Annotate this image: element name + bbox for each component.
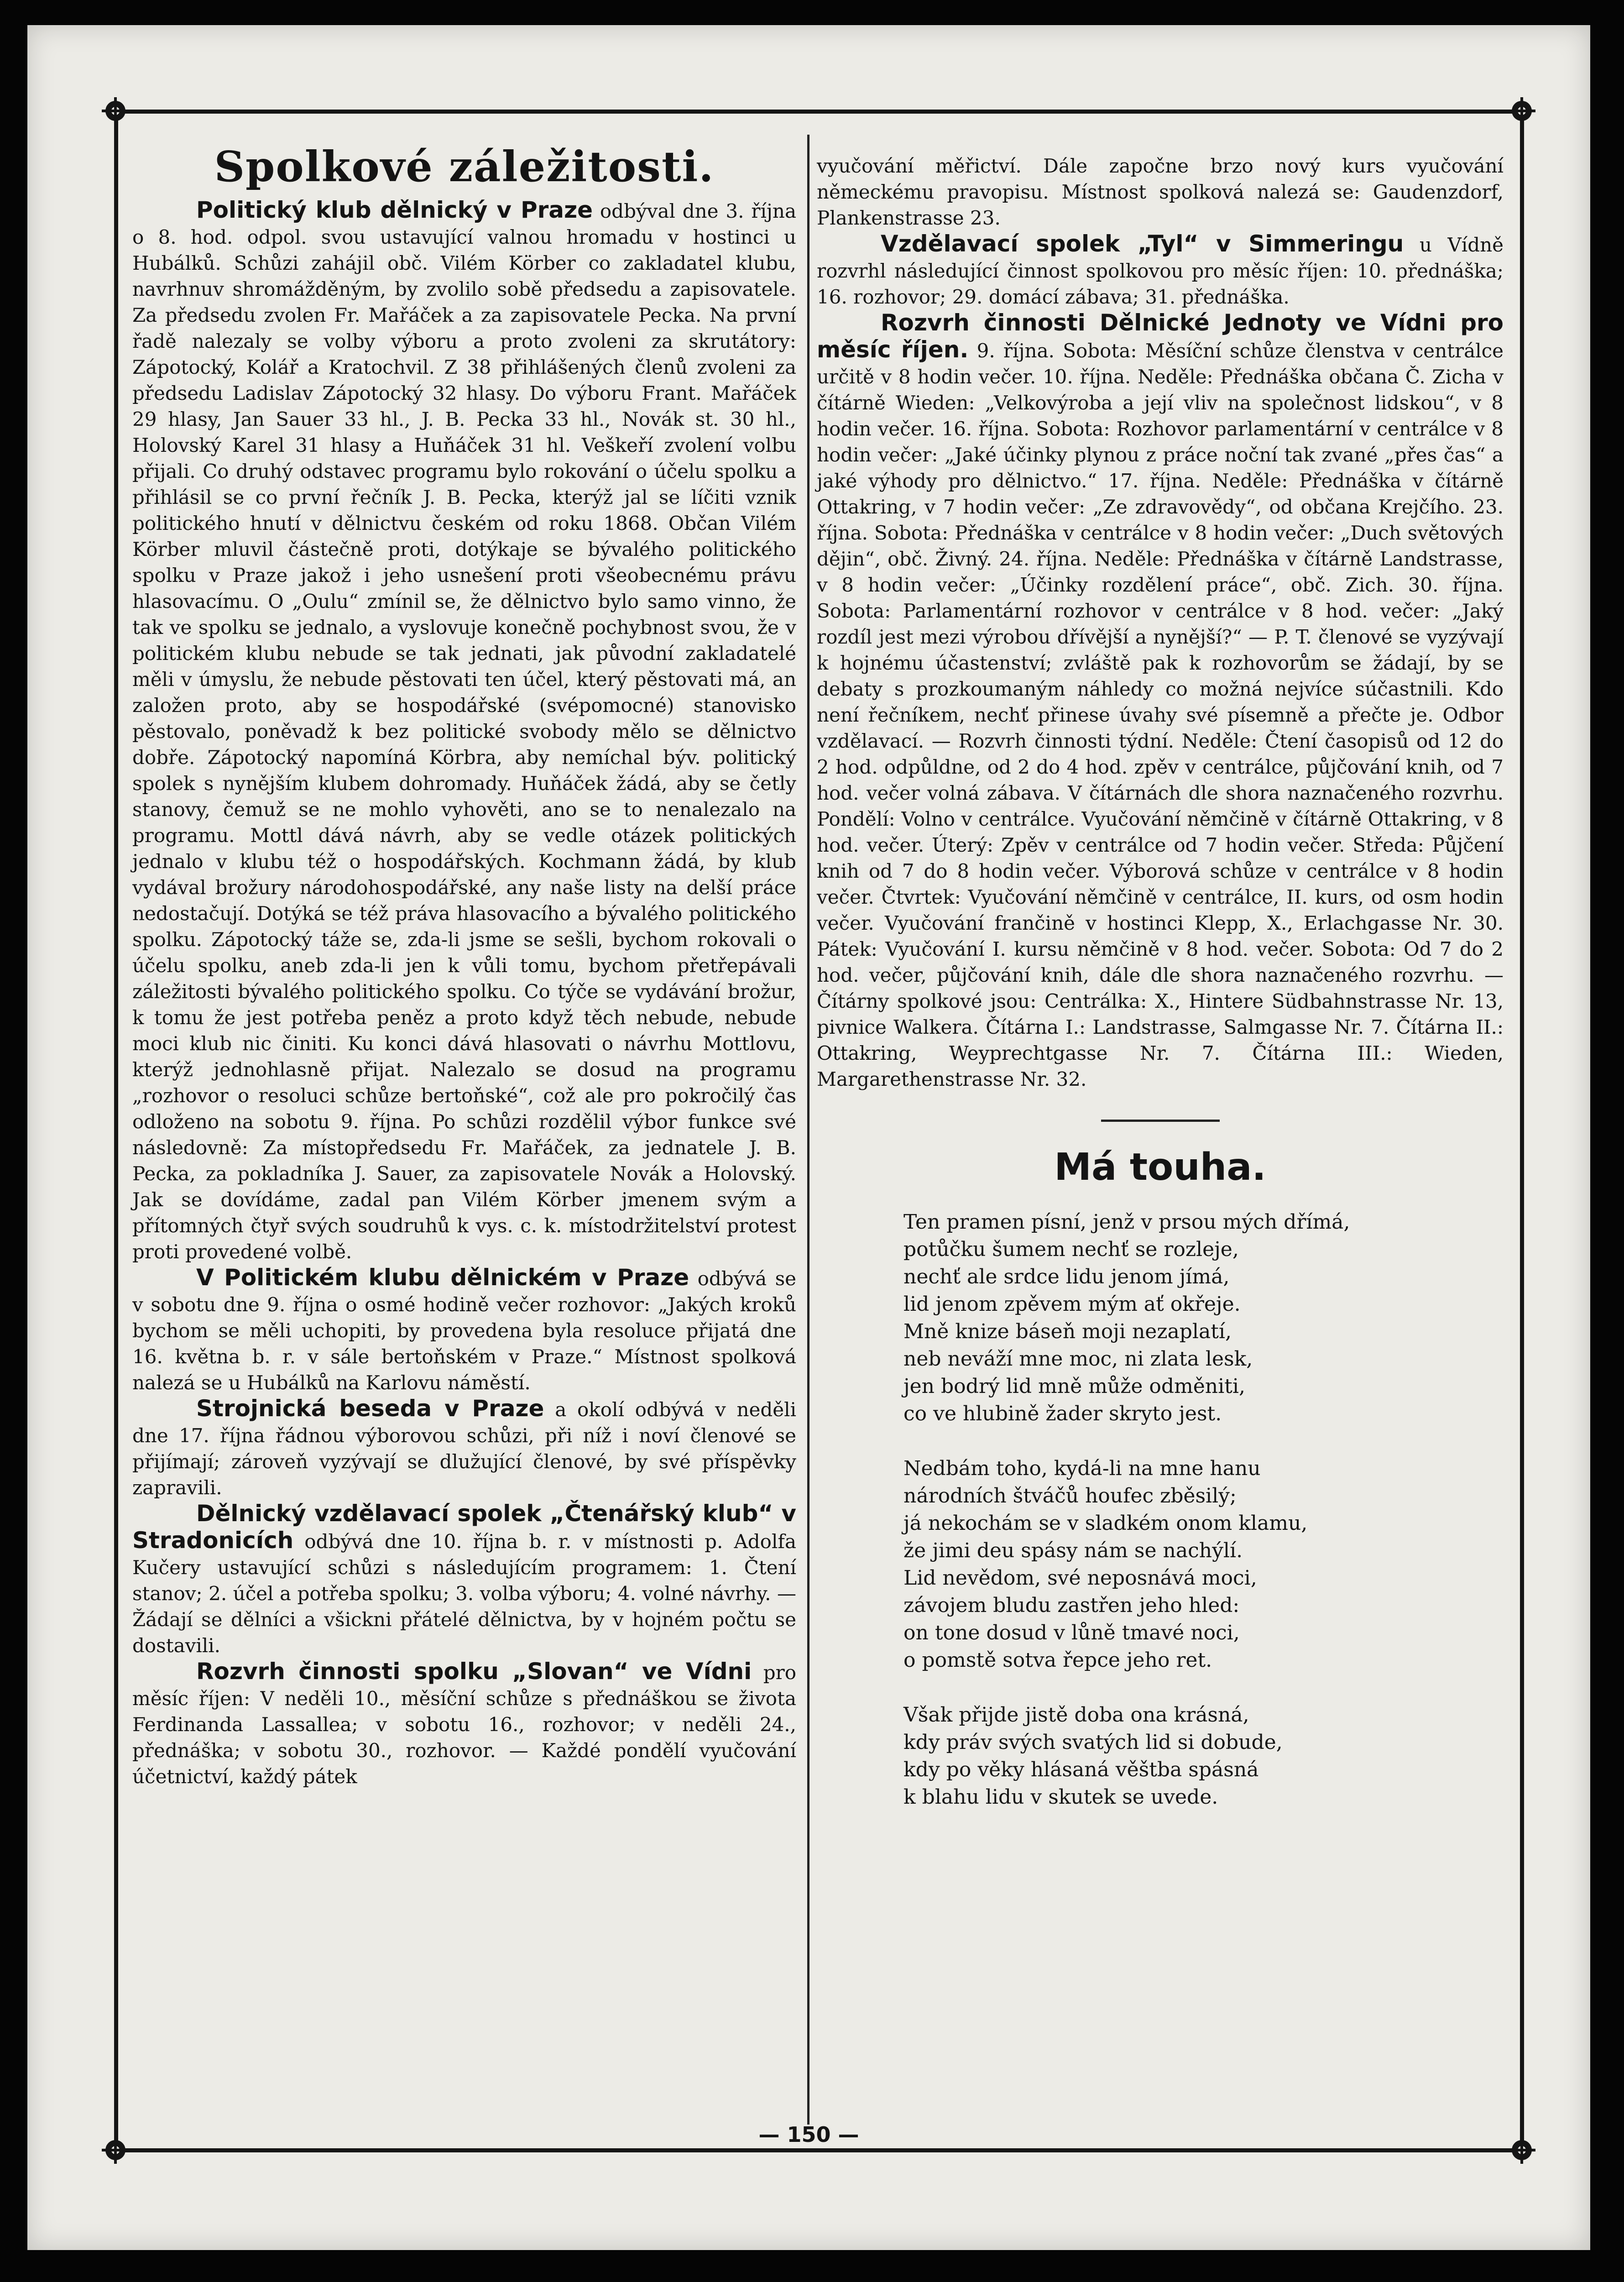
corner-ornament-icon <box>1506 95 1538 127</box>
right-column <box>817 153 1504 1838</box>
article-text: 9. října. Sobota: Měsíční schůze členstva v centrálce určitě v 8 hodin večer. 10. října. Neděle: Přednáška občana Č. Zicha v čítárně Wieden: „Velkovýroba a její vliv na společnost lidskou“, v 8 hodin večer. 16. října. Sobota: Rozhovor parlamentární v centrálce v 8 hodin večer: „Jaké účinky plynou z práce noční tak zvané „přes čas“ a jaké výhody pro dělnictvo.“ 17. října. Neděle: Přednáška v čítárně Ottakring, v 7 hodin večer: „Ze zdravovědy“, od občana Krejčího. 23. října. Sobota: Přednáška v centrálce v 8 hodin večer: „Duch světových dějin“, obč. Živný. 24. října. Neděle: Přednáška v čítárně Landstrasse, v 8 hodin večer: „Účinky rozdělení práce“, obč. Zich. 30. října. Sobota: Parlamentární rozhovor v centrálce v 8 hod. večer: „Jaký rozdíl jest mezi výrobou dřívější a nynější?“ — P. T. členové se vyzývají k hojnému účastenství; zvláště pak k rozhovorům se žádají, by se debaty s prozkoumaným náhledy co možná nejvíce súčastnili. Kdo není řečníkem, nechť přinese úvahy své písemně a přečte je. Odbor vzdělavací. — Rozvrh činnosti týdní. Neděle: Čtení časopisů od 12 do 2 hod. odpůldne, od 2 do 4 hod. zpěv v centrálce, půjčování knih, od 7 hod. večer volná zábava. V čítárnách dle shora naznačeného rozvrhu. Pondělí: Volno v centrálce. Vyučování němčině v čítárně Ottakring, v 8 hod. večer. Úterý: Zpěv v centrálce od 7 hodin večer. Středa: Půjčení knih od 7 do 8 hodin večer. Výborová schůze v centrálce v 8 hodin večer. Čtvrtek: Vyučování němčině v centrálce, II. kurs, od osm hodin večer. Vyučování frančině v hostinci Klepp, X., Erlachgasse Nr. 30. Pátek: Vyučování I. kursu němčině v 8 hod. večer. Sobota: Od 7 do 2 hod. večer, půjčování knih, dále dle shora naznačeného rozvrhu. — Čítárny spolkové jsou: Centrálka: X., Hintere Südbahnstrasse Nr. 13, pivnice Walkera. Čítárna I.: Landstrasse, Salmgasse Nr. 7. Čítárna II.: Ottakring, Weyprechtgasse Nr. 7. Čítárna III.: Wieden, Margarethenstrasse Nr. 32. <box>817 340 1504 1090</box>
poem-line: k blahu lidu v skutek se uvede. <box>903 1785 1218 1809</box>
poem-line: neb neváží mne moc, ni zlata lesk, <box>903 1347 1253 1371</box>
article-text: vyučování měřictví. Dále započne brzo nový kurs vyučování německému pravopisu. Místnost spolková nalezá se: Gaudenzdorf, Plankenstrasse 23. <box>817 155 1504 229</box>
poem-line: potůčku šumem nechť se rozleje, <box>903 1238 1239 1261</box>
article-lead: V Politickém klubu dělnickém v Praze <box>196 1264 689 1291</box>
article-lead: Politický klub dělnický v Praze <box>196 197 593 223</box>
poem-title: Má touha. <box>1054 1146 1266 1189</box>
corner-ornament-icon <box>99 95 131 127</box>
frame-border-top <box>114 110 1524 114</box>
section-title: Spolkové záležitosti. <box>214 142 715 191</box>
poem-line: že jimi deu spásy nám se nachýlí. <box>903 1539 1243 1562</box>
article-text: odbývá dne 10. října b. r. v místnosti p. Adolfa Kučery ustavující schůzi s následujícím programem: 1. Čtení stanov; 2. účel a potřeba spolku; 3. volba výboru; 4. volné návrhy. — Žádají se dělníci a všickni přátelé dělnictva, by v hojném počtu se dostavili. <box>132 1530 796 1657</box>
article-paragraph <box>132 1501 796 1659</box>
article-lead: Rozvrh činnosti Dělnické Jednoty ve Vídni pro měsíc říjen. <box>817 309 1504 363</box>
article-paragraph <box>817 310 1504 1092</box>
article-paragraph <box>132 1659 796 1790</box>
article-paragraph <box>132 197 796 1265</box>
poem-line: Nedbám toho, kydá-li na mne hanu <box>903 1457 1261 1480</box>
article-text: a okolí odbývá v neděli dne 17. října řádnou výborovou schůzi, při níž i noví členové se přijímají; zároveň vyzývají se dlužující členové, by své příspěvky zapravili. <box>132 1398 796 1499</box>
poem-line: on tone dosud v lůně tmavé noci, <box>903 1621 1240 1644</box>
article-paragraph <box>817 231 1504 310</box>
article-text: odbývá se v sobotu dne 9. října o osmé hodině večer rozhovor: „Jakých kroků bychom se měli uchopiti, by provedena byla resoluce přijatá dne 16. května b. r. v sále bertoňském v Praze.“ Místnost spolková nalezá se u Hubálků na Karlovu náměstí. <box>132 1267 797 1394</box>
poem-line: Ten pramen písní, jenž v prsou mých dřímá, <box>903 1210 1350 1234</box>
article-paragraph <box>132 1396 796 1501</box>
poem-stanza <box>903 1209 1504 1428</box>
poem-line: Lid nevědom, své neposnává moci, <box>903 1566 1257 1590</box>
poem-line: národních štváčů houfec zběsilý; <box>903 1484 1237 1507</box>
frame-border-right <box>1520 110 1524 2152</box>
poem-line: Mně knize báseň moji nezaplatí, <box>903 1320 1232 1343</box>
left-column <box>132 141 796 1790</box>
poem-line: závojem bludu zastřen jeho hled: <box>903 1594 1240 1617</box>
article-text: odbýval dne 3. října o 8. hod. odpol. svou ustavující valnou hromadu v hostinci u Hubálků. Schůzi zahájil obč. Vilém Körber co zakladatel klubu, navrhnuv shromážděným, by zvolilo sobě předsedu a zapisovatele. Za předsedu zvolen Fr. Mařáček a za zapisovatele Pecka. Na první řadě nalezaly se volby výboru a proto zvoleni za skrutátory: Zápotocký, Kolář a Kratochvil. Z 38 přihlášených členů zvoleni za předsedu Ladislav Zápotocký 32 hlasy. Do výboru Frant. Mařáček 29 hlasy, Jan Sauer 33 hl., J. B. Pecka 33 hl., Novák st. 30 hl., Holovský Karel 31 hlasy a Huňáček 31 hl. Veškeří zvolení volbu přijali. Co druhý odstavec programu bylo rokování o účelu spolku a přihlásil se co první řečník J. B. Pecka, kterýž jal se líčiti vznik politického hnutí v dělnictvu českém od roku 1868. Občan Vilém Körber mluvil částečně proti, dotýkaje se bývalého politického spolku v Praze jakož i jeho usnešení proti všeobecnému právu hlasovacímu. O „Oulu“ zmínil se, že dělnictvo bylo samo vinno, že tak ve spolku se jednalo, a vyslovuje konečně pochybnost svou, že v politickém klubu nebude se tak jednati, jak původní zakladatelé měli v úmyslu, že nebude pěstovati ten účel, který pěstovati má, an založen proto, aby se hospodářské (svépomocné) stanovisko pěstovalo, poněvadž k bez politické svobody mělo se dělnictvo dobře. Zápotocký napomíná Körbra, aby nemíchal býv. politický spolek s nynějším klubem dohromady. Huňáček žádá, aby se četly stanovy, čemuž se ne mohlo vyhověti, ano se to nenalezalo na programu. Mottl dává návrh, aby se vedle otázek politických jednalo v klubu též o hospodářských. Kochmann žádá, by klub vydával brožury národohospodářské, any naše listy na delší práce nedostačují. Dotýká se též práva hlasovacího a bývalého politického spolku. Zápotocký táže se, zda-li jsme se sešli, bychom rokovali o účelu spolku, aneb zda-li jen k vůli tomu, bychom přetřepávali záležitosti bývalého politického spolku. Co týče se vydávání brožur, k tomu že jest potřeba peněz a proto když těch nebude, nebude moci klub nic činiti. Ku konci dává hlasovati o návrhu Mottlovu, kterýž jednohlasně přijat. Nalezalo se dosud na programu „rozhovor o resoluci schůze bertoňské“, což ale pro pokročilý čas odloženo na sobotu 9. října. Po schůzi rozdělil výbor funkce své následovně: Za místopředsedu Fr. Mařáček, za jednatele J. B. Pecka, za pokladníka J. Sauer, za zapisovatele Novák a Holovský. Jak se dovídáme, zadal pan Vilém Körber jmenem svým a přítomných čtyř svých soudruhů k vys. c. k. místodržitelství protest proti provedené volbě. <box>132 200 796 1263</box>
poem-line: jen bodrý lid mně může odměniti, <box>903 1375 1245 1398</box>
article-text: u Vídně rozvrhl následující činnost spolkovou pro měsíc říjen: 10. přednáška; 16. rozhovor; 29. domácí zábava; 31. přednáška. <box>817 234 1504 308</box>
poem-stanza <box>903 1701 1504 1811</box>
article-paragraph <box>132 1265 796 1396</box>
poem-line: Však přijde jistě doba ona krásná, <box>903 1703 1249 1727</box>
poem-divider <box>1101 1120 1220 1122</box>
page-number: — 150 — <box>758 2122 859 2147</box>
poem-stanza <box>903 1455 1504 1674</box>
column-divider <box>807 135 809 2125</box>
article-lead: Strojnická beseda v Praze <box>196 1395 544 1422</box>
poem-line: kdy práv svých svatých lid si dobude, <box>903 1731 1283 1754</box>
article-paragraph <box>817 153 1504 231</box>
frame-border-left <box>114 110 118 2152</box>
poem-line: o pomstě sotva řepce jeho ret. <box>903 1649 1212 1672</box>
newspaper-page <box>27 25 1590 2250</box>
article-text: pro měsíc říjen: V neděli 10., měsíční schůze s přednáškou se života Ferdinanda Lassallea; v sobotu 16., rozhovor; v neděli 24., přednáška; v sobotu 30., rozhovor. — Každé pondělí vyučování účetnictví, každý pátek <box>132 1661 796 1788</box>
poem-line: co ve hlubině žader skryto jest. <box>903 1402 1222 1425</box>
article-lead: Rozvrh činnosti spolku „Slovan“ ve Vídni <box>196 1658 752 1685</box>
frame-border-bottom <box>114 2148 1524 2152</box>
poem-line: nechť ale srdce lidu jenom jímá, <box>903 1265 1230 1288</box>
poem-line: kdy po věky hlásaná věštba spásná <box>903 1758 1259 1781</box>
article-lead: Dělnický vzdělavací spolek „Čtenářský klub“ v Stradonicích <box>132 1500 796 1554</box>
article-lead: Vzdělavací spolek „Tyl“ v Simmeringu <box>881 230 1404 257</box>
poem-line: lid jenom zpěvem mým ať okřeje. <box>903 1293 1241 1316</box>
poem-line: já nekochám se v sladkém onom klamu, <box>903 1512 1308 1535</box>
